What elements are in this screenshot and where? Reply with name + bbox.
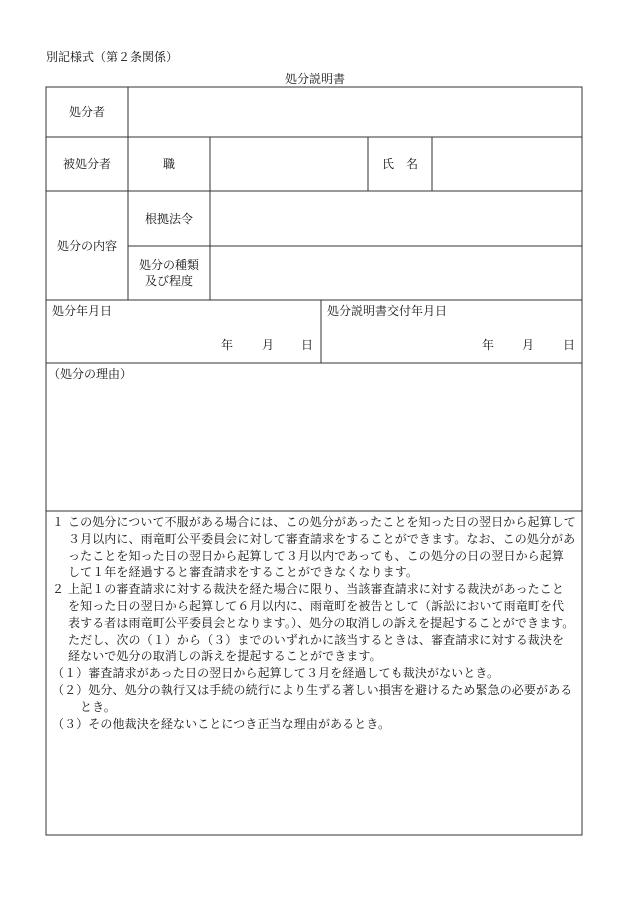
type-degree-label-line1: 処分の種類 (138, 258, 199, 272)
name-value (432, 137, 582, 191)
disposed-person-label: 被処分者 (62, 157, 111, 171)
sub-item-1: （１）審査請求があった日の翌日から起算して３月を経過しても裁決がないとき。 (52, 666, 500, 681)
disposer-value (128, 87, 582, 137)
note-number-1: １ (52, 515, 65, 529)
position-value (210, 137, 368, 191)
legal-basis-label: 根拠法令 (144, 211, 193, 226)
disposition-date-label: 処分年月日 (52, 304, 113, 318)
reason-value (46, 383, 582, 511)
disposition-date-month: 月 (262, 338, 275, 352)
form-reference: 別記様式（第２条関係） (46, 50, 179, 64)
note-item-2 (52, 581, 576, 665)
sub-item-2: （２）処分、処分の執行又は手続の続行により生ずる著しい損害を避けるため緊急の必要があるとき。 (52, 682, 573, 714)
disposition-date-day: 日 (301, 338, 314, 352)
delivery-date-year: 年 (482, 338, 495, 352)
document-title: 処分説明書 (284, 72, 345, 86)
disposer-label: 処分者 (68, 105, 105, 119)
delivery-date-month: 月 (522, 338, 535, 352)
type-degree-label (128, 246, 210, 300)
delivery-date-day: 日 (563, 338, 576, 352)
note-number-2: ２ (52, 582, 65, 597)
disposition-date-year: 年 (221, 338, 234, 352)
appeal-instructions (52, 514, 576, 732)
delivery-date-label: 処分説明書交付年月日 (327, 304, 448, 318)
sub-item-3: （３）その他裁決を経ないことにつき正当な理由があるとき。 (52, 716, 391, 731)
note-item-1 (52, 514, 576, 581)
position-label: 職 (162, 157, 175, 171)
disposition-content-label: 処分の内容 (56, 238, 117, 253)
type-degree-label-line2: 及び程度 (144, 274, 193, 288)
reason-label: （処分の理由） (48, 367, 133, 381)
legal-basis-value (210, 191, 582, 246)
type-degree-value (210, 246, 582, 300)
note-text-1: この処分について不服がある場合には、この処分があったことを知った日の翌日から起算して３月以内に、雨竜町公平委員会に対して審査請求をすることができます。なお、この処分があったことを知った日の翌日から起算して３月以内であっても、この処分の日の翌日から起算して１年を経過すると審査請求をすることができなくなります。 (68, 515, 576, 580)
note-text-2: 上記１の審査請求に対する裁決を経た場合に限り、当該審査請求に対する裁決があったことを知った日の翌日から起算して６月以内に、雨竜町を被告として（訴訟において雨竜町を代表する者は雨竜町公平委員会となります。）、処分の取消しの訴えを提起することができます。ただし、次の（１）から（３）までのいずれかに該当するときは、審査請求に対する裁決を経ないで処分の取消しの訴えを提起することができます。 (68, 582, 575, 664)
name-label: 氏 名 (381, 157, 418, 171)
